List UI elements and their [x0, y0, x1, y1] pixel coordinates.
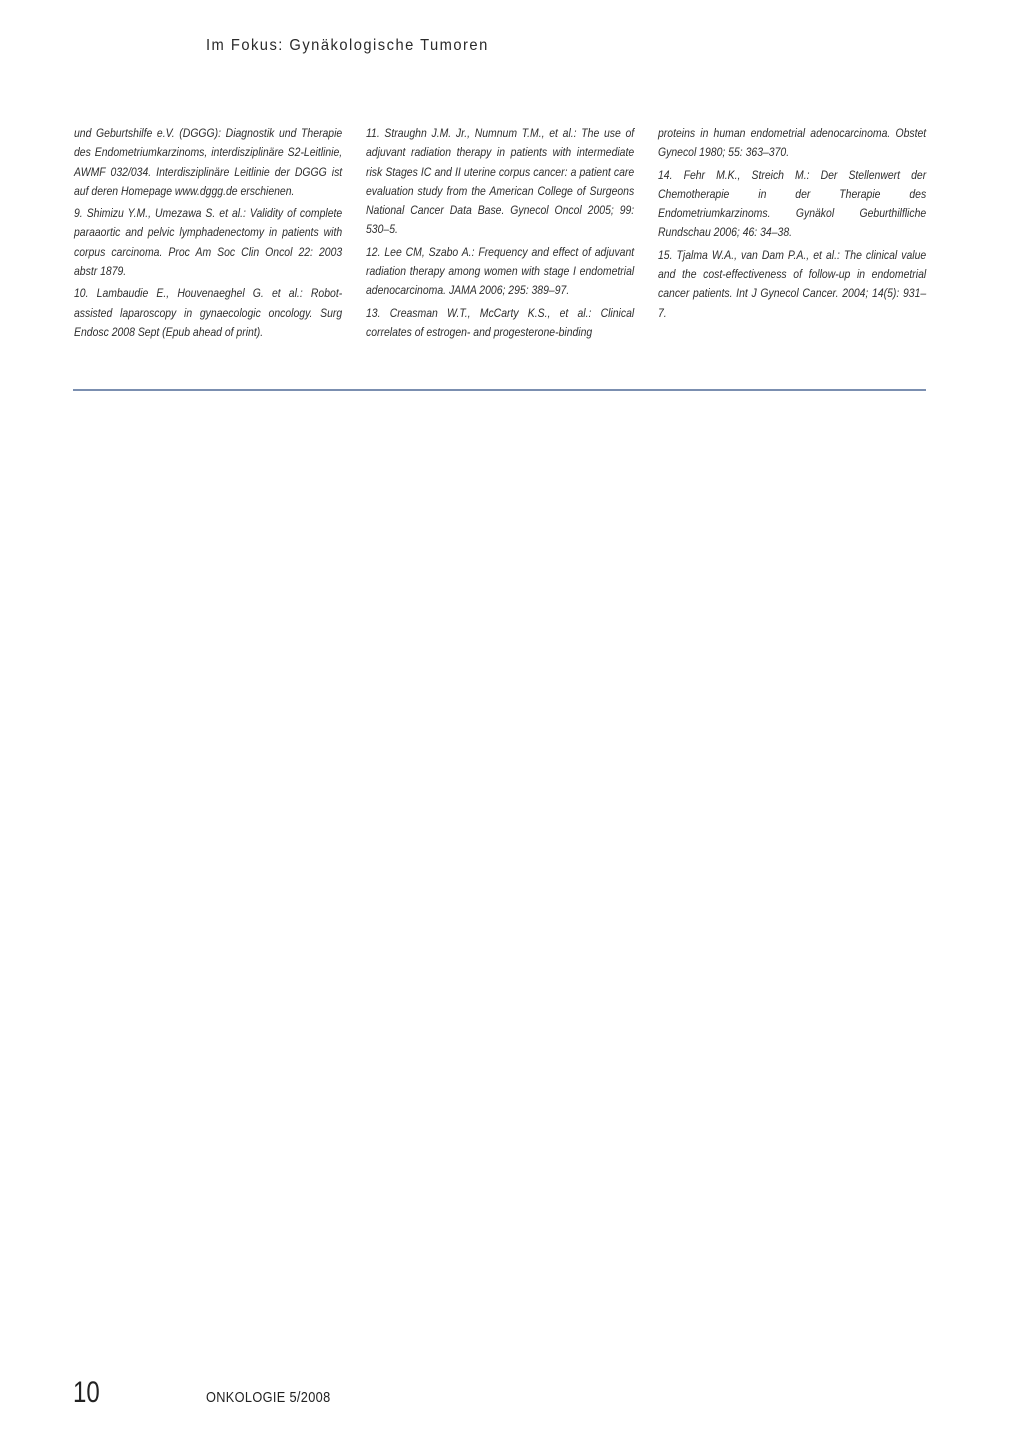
reference-item: und Geburtshilfe e.V. (DGGG): Diagnostik und Therapie des Endometriumkarzinoms, interdisziplinäre S2-Leitlinie, AWMF 032/034. Interdisziplinäre Leitlinie der DGGG ist auf deren Homepage www.dggg.de erschienen. [74, 127, 343, 198]
reference-column-1 [74, 124, 342, 345]
reference-item: proteins in human endometrial adenocarcinoma. Obstet Gynecol 1980; 55: 363–370. [658, 127, 927, 160]
reference-item: 12. Lee CM, Szabo A.: Frequency and effect of adjuvant radiation therapy among women with stage I endometrial adenocarcinoma. JAMA 2006; 295: 389–97. [366, 245, 635, 298]
reference-item: 11. Straughn J.M. Jr., Numnum T.M., et al.: The use of adjuvant radiation therapy in patients with intermediate risk Stages IC and II uterine corpus cancer: a patient care evaluation study from the American College of Surgeons National Cancer Data Base. Gynecol Oncol 2005; 99: 530–5. [366, 127, 635, 237]
running-title: Im Fokus: Gynäkologische Tumoren [206, 37, 489, 54]
reference-column-2 [366, 124, 634, 345]
reference-item: 9. Shimizu Y.M., Umezawa S. et al.: Validity of complete paraaortic and pelvic lymphadenectomy in patients with corpus carcinoma. Proc Am Soc Clin Oncol 22: 2003 abstr 1879. [74, 207, 343, 279]
reference-item: 10. Lambaudie E., Houvenaeghel G. et al.: Robot-assisted laparoscopy in gynaecologic oncology. Surg Endosc 2008 Sept (Epub ahead of print). [74, 287, 343, 339]
page-number: 10 [73, 1376, 100, 1409]
reference-item: 15. Tjalma W.A., van Dam P.A., et al.: The clinical value and the cost-effectiveness of follow-up in endometrial cancer patients. Int J Gynecol Cancer. 2004; 14(5): 931–7. [658, 248, 927, 320]
reference-column-3 [658, 124, 926, 326]
section-divider [73, 389, 926, 391]
reference-item: 13. Creasman W.T., McCarty K.S., et al.: Clinical correlates of estrogen- and progesterone-binding [366, 306, 635, 339]
reference-item: 14. Fehr M.K., Streich M.: Der Stellenwert der Chemotherapie in der Therapie des Endometriumkarzinoms. Gynäkol Geburthilfliche Rundschau 2006; 46: 34–38. [658, 168, 927, 240]
journal-issue: ONKOLOGIE 5/2008 [206, 1389, 331, 1406]
